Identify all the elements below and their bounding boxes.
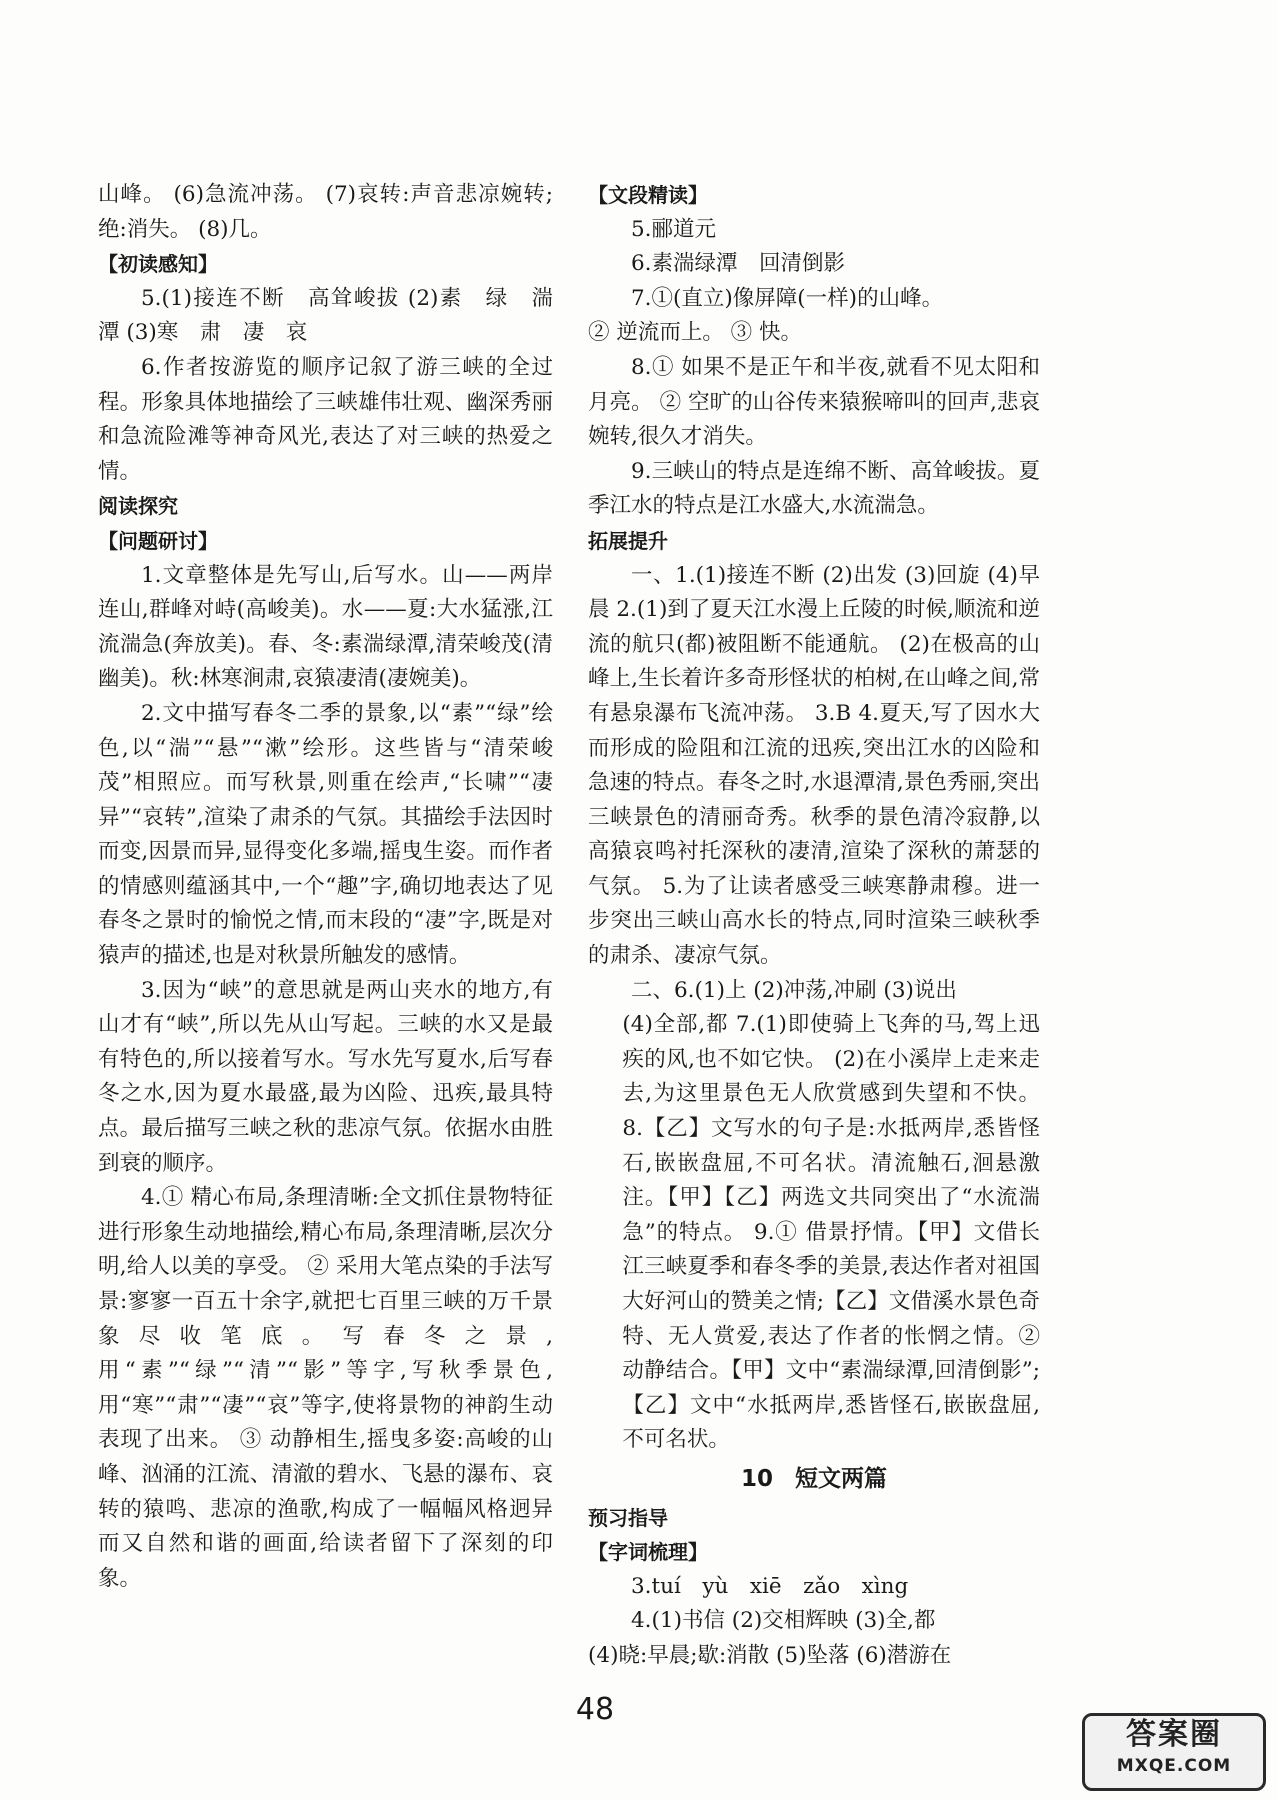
section-number: 10 xyxy=(740,1465,773,1492)
paragraph: 4.① 精心布局,条理清晰:全文抓住景物特征进行形象生动地描绘,精心布局,条理清晰,层次分明,给人以美的享受。 ② 采用大笔点染的手法写景:寥寥一百五十余字,就把七百里三峡的万千景象尽收笔底。写春冬之景,用“素”“绿”“清”“影”等字,写秋季景色,用“寒”“肃”“凄”“哀”等字,使将景物的神韵生动表现了出来。 ③ 动静相生,摇曳多姿:高峻的山峰、汹涌的江流、清澈的碧水、飞悬的瀑布、哀转的猿鸣、悲凉的渔歌,构成了一幅幅风格迥异而又自然和谐的画面,给读者留下了深刻的印象。 xyxy=(98,1185,553,1591)
paragraph: 3.tuí yù xiē zǎo xìng xyxy=(631,1573,909,1599)
paragraph: 4.(1)书信 (2)交相辉映 (3)全,都 xyxy=(631,1608,936,1634)
left-column xyxy=(98,178,575,1596)
section-title-text: 短文两篇 xyxy=(795,1465,887,1492)
paragraph: ② 逆流而上。 ③ 快。 xyxy=(588,320,803,346)
watermark-en: MXQE.COM xyxy=(1116,1756,1232,1776)
page-number: 48 xyxy=(575,1692,615,1727)
section-heading: 预习指导 xyxy=(588,1505,668,1530)
paragraph: 7.①(直立)像屏障(一样)的山峰。 xyxy=(631,285,944,311)
paragraph: 6.素湍绿潭 回清倒影 xyxy=(631,251,846,277)
section-heading: 拓展提升 xyxy=(588,528,668,553)
paragraph: 8.① 如果不是正午和半夜,就看不见太阳和月亮。 ② 空旷的山谷传来猿猴啼叫的回声,悲哀婉转,很久才消失。 xyxy=(588,354,1040,450)
right-column xyxy=(588,178,1040,1674)
section-heading: 【文段精读】 xyxy=(588,183,708,207)
watermark-logo xyxy=(1082,1713,1266,1791)
paragraph: 1.文章整体是先写山,后写水。山——两岸连山,群峰对峙(高峻美)。水——夏:大水猛涨,江流湍急(奔放美)。春、冬:素湍绿潭,清荣峻茂(清幽美)。秋:林寒涧肃,哀猿凄清(凄婉美)。 xyxy=(98,562,553,692)
paragraph: 二、6.(1)上 (2)冲荡,冲刷 (3)说出 xyxy=(631,977,957,1003)
paragraph: (4)晓:早晨;歇:消散 (5)坠落 (6)潜游在 xyxy=(588,1642,952,1668)
paragraph: 2.文中描写春冬二季的景象,以“素”“绿”绘色,以“湍”“悬”“漱”绘形。这些皆与“清荣峻茂”相照应。而写秋景,则重在绘声,“长啸”“凄异”“哀转”,渲染了肃杀的气氛。其描绘手法因时而变,因景而异,显得变化多端,摇曳生姿。而作者的情感则蕴涵其中,一个“趣”字,确切地表达了见春冬之景时的愉悦之情,而末段的“凄”字,既是对猿声的描述,也是对秋景所触发的感情。 xyxy=(98,700,553,969)
paragraph: 3.因为“峡”的意思就是两山夹水的地方,有山才有“峡”,所以先从山写起。三峡的水又是最有特色的,所以接着写水。写水先写夏水,后写春冬之水,因为夏水最盛,最为凶险、迅疾,最具特点。最后描写三峡之秋的悲凉气氛。依据水由胜到衰的顺序。 xyxy=(98,977,553,1176)
section-title xyxy=(588,1462,1040,1497)
paragraph: 9.三峡山的特点是连绵不断、高耸峻拔。夏季江水的特点是江水盛大,水流湍急。 xyxy=(588,458,1040,519)
watermark-cn: 答案圈 xyxy=(1126,1717,1222,1752)
section-heading: 【字词梳理】 xyxy=(588,1540,708,1565)
paragraph: 5.(1)接连不断 高耸峻拔 (2)素 绿 湍 潭 (3)寒 肃 凄 哀 xyxy=(98,285,575,346)
section-heading: 【问题研讨】 xyxy=(98,528,218,553)
paragraph: 6.作者按游览的顺序记叙了游三峡的全过程。形象具体地描绘了三峡雄伟壮观、幽深秀丽和急流险滩等神奇风光,表达了对三峡的热爱之情。 xyxy=(98,354,553,484)
paragraph: 山峰。 (6)急流冲荡。 (7)哀转:声音悲凉婉转;绝:消失。 (8)几。 xyxy=(98,182,553,242)
section-heading: 【初读感知】 xyxy=(98,252,218,277)
section-heading: 阅读探究 xyxy=(98,494,178,519)
paragraph: 一、1.(1)接连不断 (2)出发 (3)回旋 (4)早晨 2.(1)到了夏天江水漫上丘陵的时候,顺流和逆流的航只(都)被阻断不能通航。 (2)在极高的山峰上,生长着许多奇形怪状的柏树,在山峰之间,常有悬泉瀑布飞流冲荡。 3.B 4.夏天,写了因水大而形成的险阻和江流的迅疾,突出江水的凶险和急速的特点。春冬之时,水退潭清,景色秀丽,突出三峡景色的清丽奇秀。秋季的景色清冷寂静,以高猿哀鸣衬托深秋的凄清,渲染了深秋的萧瑟的气氛。 5.为了让读者感受三峡寒静肃穆。进一步突出三峡山高水长的特点,同时渲染三峡秋季的肃杀、凄凉气氛。 xyxy=(588,562,1040,969)
paragraph: (4)全部,都 7.(1)即使骑上飞奔的马,驾上迅疾的风,也不如它快。 (2)在小溪岸上走来走去,为这里景色无人欣赏感到失望和不快。 8.【乙】文写水的句子是:水抵两岸,悉皆怪石,嵌嵌盘屈,不可名状。清流触石,洄悬激注。【甲】【乙】两选文共同突出了“水流湍急”的特点。 9.① 借景抒情。【甲】文借长江三峡夏季和春冬季的美景,表达作者对祖国大好河山的赞美之情;【乙】文借溪水景色奇特、无人赏爱,表达了作者的怅惘之情。② 动静结合。【甲】文中“素湍绿潭,回清倒影”;【乙】文中“水抵两岸,悉皆怪石,嵌嵌盘屈,不可名状。 xyxy=(622,1012,1040,1453)
paragraph: 5.郦道元 xyxy=(631,216,717,242)
